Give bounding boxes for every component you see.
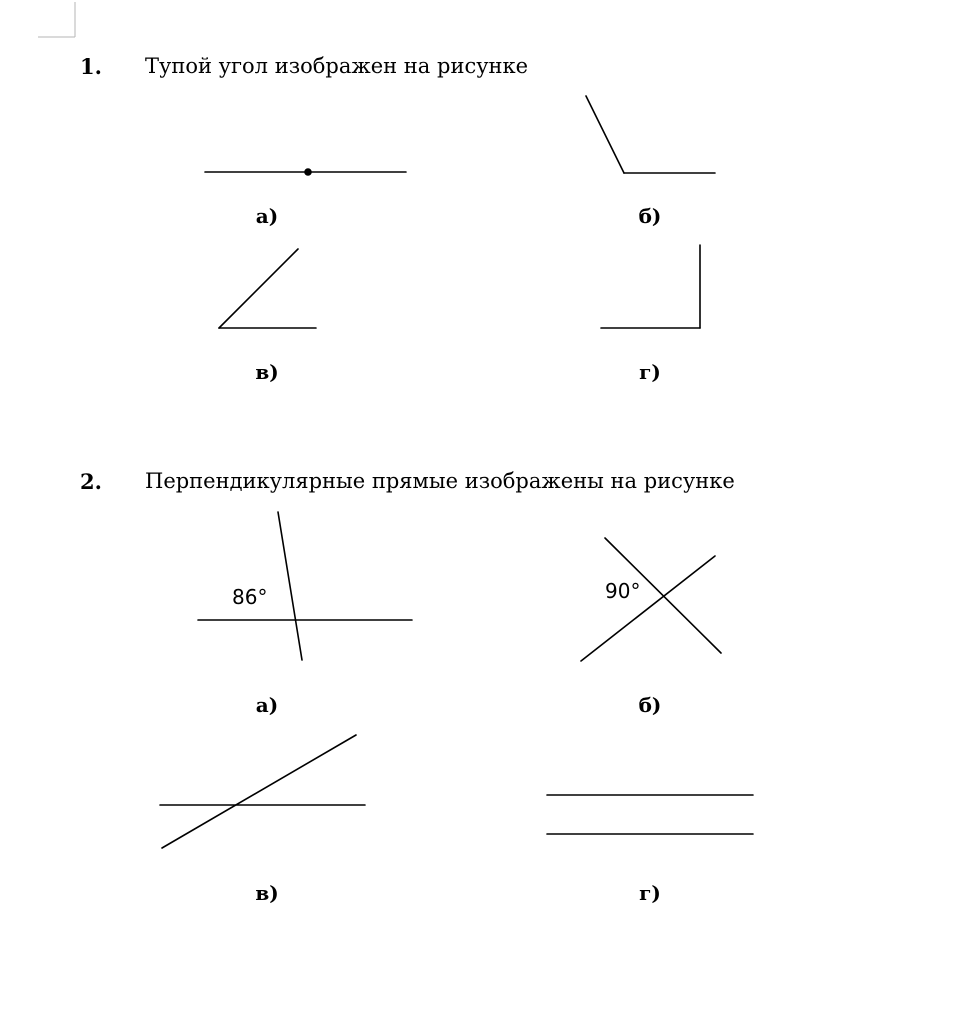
q2-angle-label-a: 86° [232, 585, 268, 609]
question-2-text: Перпендикулярные прямые изображены на рисунке [145, 469, 735, 493]
question-1-number: 1. [80, 54, 102, 79]
q1-option-a-label: а) [255, 204, 279, 228]
q2-option-g-label: г) [639, 881, 661, 905]
q2-figure-a-intersecting-lines [198, 512, 412, 660]
q2-option-a-label: а) [255, 693, 279, 717]
q2-option-v-label: в) [255, 881, 279, 905]
question-1-text: Тупой угол изображен на рисунке [145, 54, 529, 78]
q2-figure-g-parallel-lines [547, 795, 753, 834]
q2-angle-label-b: 90° [605, 579, 641, 603]
question-2-number: 2. [80, 469, 102, 494]
q2-figure-v-oblique-lines [160, 735, 365, 848]
q1-option-b-label: б) [638, 204, 662, 228]
q1-option-v-label: в) [255, 360, 279, 384]
q2-option-b-label: б) [638, 693, 662, 717]
q1-option-g-label: г) [639, 360, 661, 384]
q2-figure-b-perpendicular-lines [581, 538, 721, 661]
